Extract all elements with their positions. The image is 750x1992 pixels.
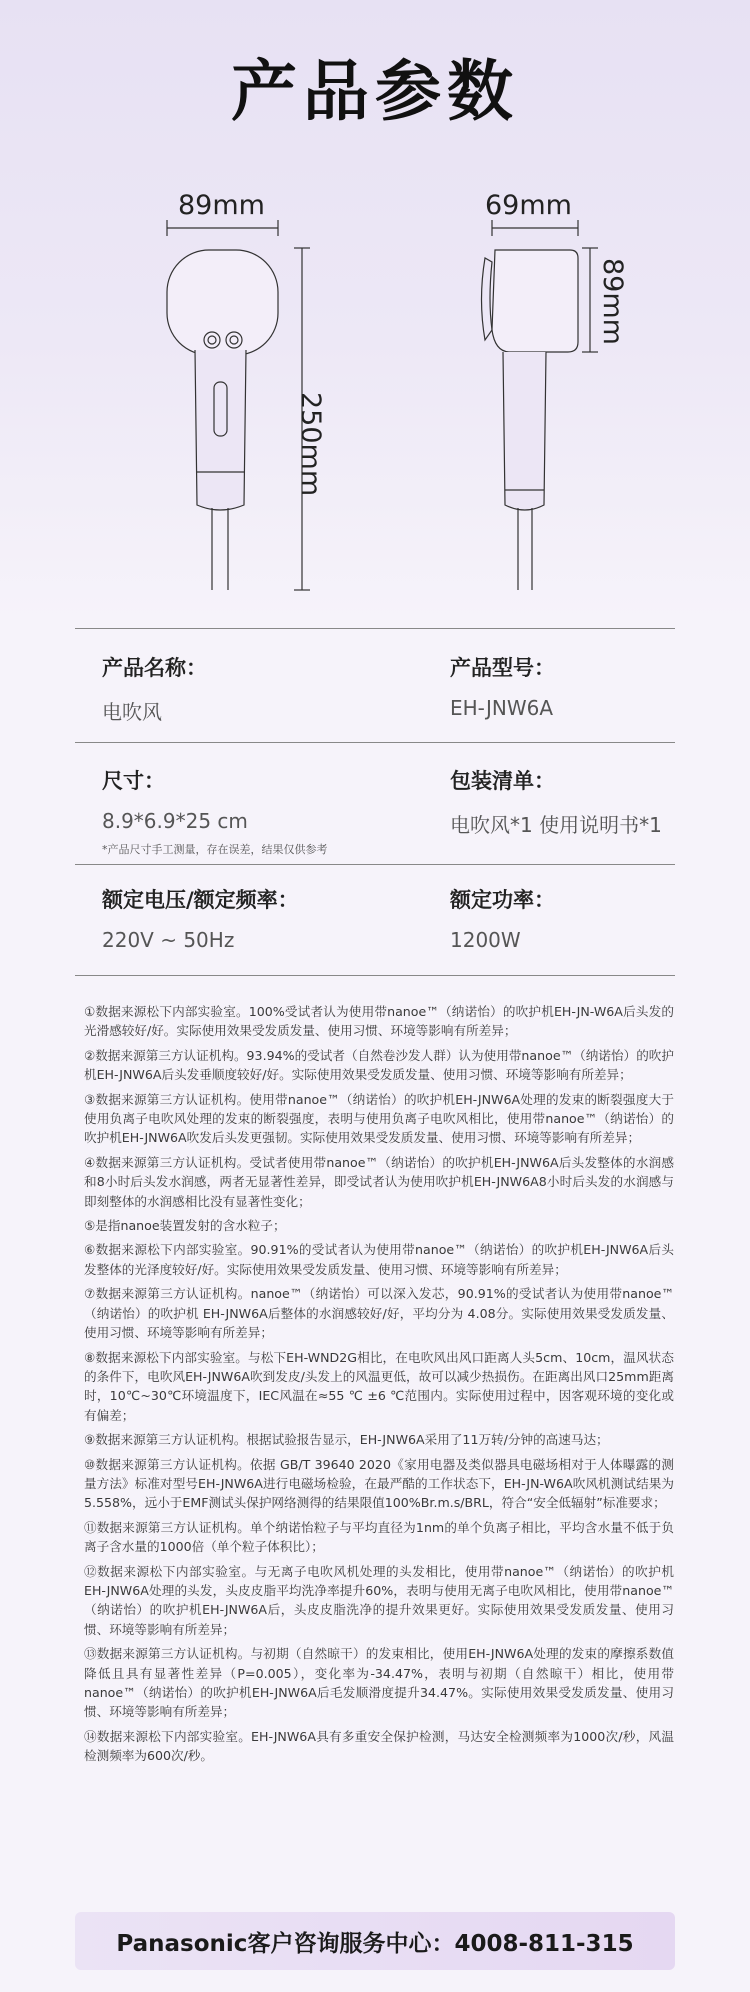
spec-package [450, 765, 710, 838]
footnote-item: ⑧数据来源松下内部实验室。与松下EH-WND2G相比，在电吹风出风口距离人头5cm、10cm，温风状态的条件下，电吹风EH-JNW6A吹到发皮/头发上的风温更低，故可以减少热损伤。在距离出风口25mm距离时，10℃~30℃环境温度下，IEC风温在≈55 ℃ ±6 ℃范围内。实际使用过程中，因客观环境的变化或有偏差； [84, 1349, 674, 1423]
product-name-label: 产品名称： [102, 656, 207, 680]
divider-top [75, 628, 675, 629]
size-value: 8.9*6.9*25 cm [102, 809, 248, 833]
spec-model [450, 652, 710, 720]
product-name-value: 电吹风 [102, 700, 162, 724]
page-title: 产品参数 [231, 53, 519, 130]
footnote-item: ⑤是指nanoe装置发射的含水粒子； [84, 1218, 286, 1234]
side-width-label: 69mm [485, 190, 572, 221]
footnote-item: ⑭数据来源松下内部实验室。EH-JNW6A具有多重安全保护检测，马达安全检测频率为1000次/秒，风温检测频率为600次/秒。 [84, 1728, 674, 1764]
service-hotline-banner: Panasonic客户咨询服务中心：4008-811-315 [75, 1912, 675, 1970]
footnote-item: ⑬数据来源第三方认证机构。与初期（自然晾干）的发束相比，使用EH-JNW6A处理的发束的摩擦系数值降低且具有显著性差异（P=0.005），变化率为-34.47%，表明与初期（自然晾干）相比，使用带nanoe™（纳诺怡）的吹护机EH-JNW6A后毛发顺滑度提升34.47%。实际使用效果受发质发量、使用习惯、环境等影响有所差异； [84, 1646, 674, 1720]
footnote-item: ⑫数据来源松下内部实验室。与无离子电吹风机处理的头发相比，使用带nanoe™（纳诺怡）的吹护机EH-JNW6A处理的头发，头皮皮脂平均洗净率提升60%，表明与使用无离子电吹风相比，使用带nanoe™（纳诺怡）的吹护机EH-JNW6A后，头皮皮脂洗净的提升效果更好。实际使用效果受发质发量、使用习惯、环境等影响有所差异； [84, 1563, 674, 1637]
model-label: 产品型号： [450, 656, 555, 680]
divider-3 [75, 975, 675, 976]
voltage-value: 220V ~ 50Hz [102, 928, 235, 952]
side-height-label: 89mm [597, 258, 628, 345]
front-width-label: 89mm [178, 190, 265, 221]
power-label: 额定功率： [450, 888, 555, 912]
footnotes [84, 1002, 674, 1771]
footnote-item: ①数据来源松下内部实验室。100%受试者认为使用带nanoe™（纳诺怡）的吹护机EH-JN-W6A后头发的光滑感较好/好。实际使用效果受发质发量、使用习惯、环境等影响有所差异； [84, 1004, 674, 1039]
footnote-item: ②数据来源第三方认证机构。93.94%的受试者（自然卷沙发人群）认为使用带nanoe™（纳诺怡）的吹护机EH-JNW6A后头发垂顺度较好/好。实际使用效果受发质发量、使用习惯、环境等影响有所差异； [84, 1047, 674, 1083]
product-dimension-drawing [0, 0, 750, 620]
spec-power [450, 884, 710, 952]
spec-voltage [102, 884, 402, 952]
package-label: 包装清单： [450, 769, 555, 793]
spec-product-name [102, 652, 382, 725]
footnote-item: ⑥数据来源松下内部实验室。90.91%的受试者认为使用带nanoe™（纳诺怡）的吹护机EH-JNW6A后头发整体的光泽度较好/好。实际使用效果受发质发量、使用习惯、环境等影响有所差异； [84, 1242, 674, 1277]
size-note: *产品尺寸手工测量，存在误差，结果仅供参考 [102, 843, 328, 856]
footnote-item: ④数据来源第三方认证机构。受试者使用带nanoe™（纳诺怡）的吹护机EH-JNW6A后头发整体的水润感和8小时后头发水润感，两者无显著性差异，即受试者认为使用吹护机EH-JNW6A8小时后头发的水润感与即刻整体的水润感相比没有显著性变化； [84, 1154, 674, 1209]
footnote-item: ⑪数据来源第三方认证机构。单个纳诺怡粒子与平均直径为1nm的单个负离子相比，平均含水量不低于负离子含水量的1000倍（单个粒子体积比）； [84, 1519, 674, 1555]
front-height-label: 250mm [295, 392, 326, 497]
package-value: 电吹风*1 使用说明书*1 [450, 813, 662, 837]
model-value: EH-JNW6A [450, 696, 554, 720]
size-label: 尺寸： [102, 769, 165, 793]
divider-2 [75, 864, 675, 865]
footnote-item: ⑦数据来源第三方认证机构。nanoe™（纳诺怡）可以深入发芯，90.91%的受试者认为使用带nanoe™（纳诺怡）的吹护机 EH-JNW6A后整体的水润感较好/好，平均分为 4.08分。实际使用效果受发质发量、使用习惯、环境等影响有所差异； [84, 1286, 674, 1341]
footnote-item: ⑩数据来源第三方认证机构。依据 GB/T 39640 2020《家用电器及类似器具电磁场相对于人体曝露的测量方法》标准对型号EH-JNW6A进行电磁场检验，在最严酷的工作状态下，EH-JN-W6A吹风机测试结果为5.558%，远小于EMF测试头保护网络测得的结果限值100%Br.m.s/BRL，符合“安全低辐射”标准要求； [84, 1456, 674, 1511]
divider-1 [75, 742, 675, 743]
spec-size [102, 765, 402, 857]
footnote-item: ③数据来源第三方认证机构。使用带nanoe™（纳诺怡）的吹护机EH-JNW6A处理的发束的断裂强度大于使用负离子电吹风处理的发束的断裂强度，表明与使用负离子电吹风相比，使用带nanoe™（纳诺怡）的吹护机EH-JNW6A吹发后头发更强韧。实际使用效果受发质发量、使用习惯、环境等影响有所差异； [84, 1091, 674, 1146]
power-value: 1200W [450, 928, 521, 952]
footnote-item: ⑨数据来源第三方认证机构。根据试验报告显示，EH-JNW6A采用了11万转/分钟的高速马达； [84, 1432, 609, 1448]
voltage-label: 额定电压/额定频率： [102, 888, 299, 912]
